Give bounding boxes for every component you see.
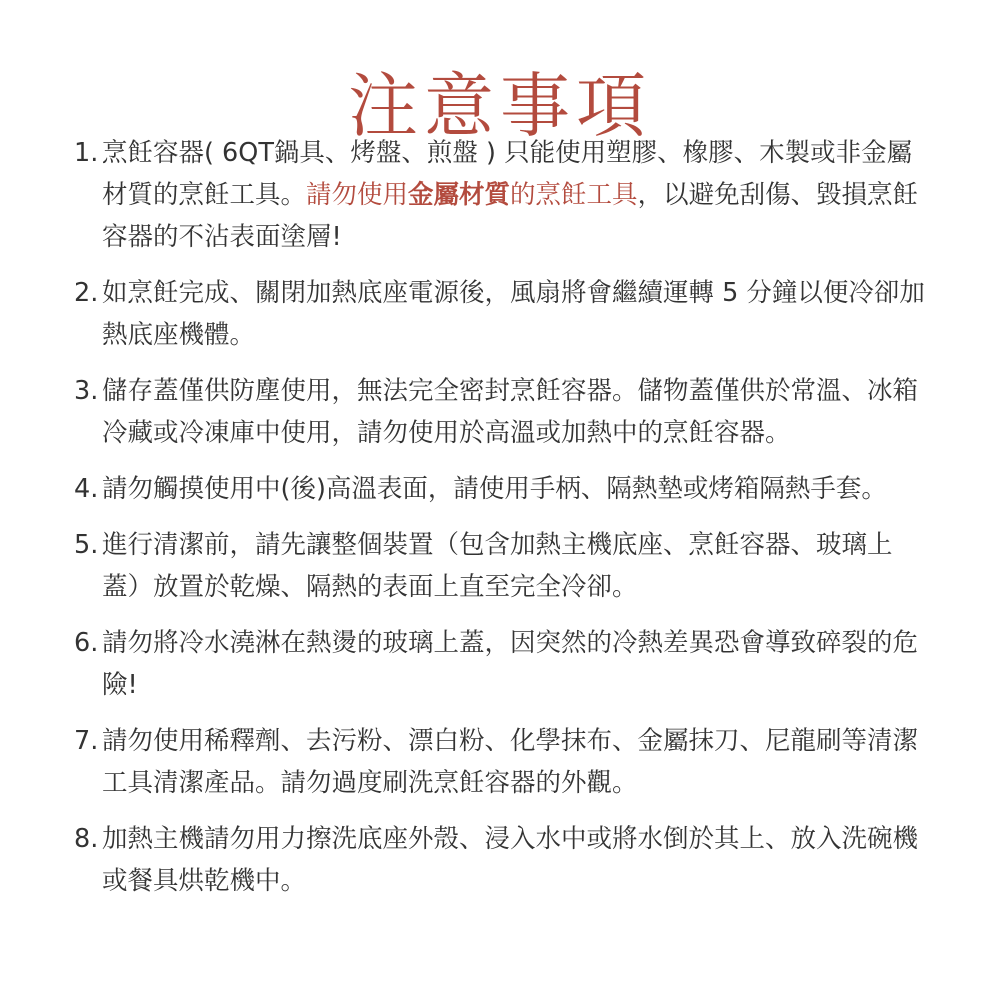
item-number: 1.	[74, 138, 99, 168]
list-item	[74, 720, 930, 804]
item-text-part: ，以避免刮傷、毀損烹飪容器的不沾表面塗層!	[102, 180, 919, 252]
list-item	[74, 468, 930, 510]
item-text: 儲存蓋僅供防塵使用，無法完全密封烹飪容器。儲物蓋僅供於常溫、冰箱冷藏或冷凍庫中使用，請勿使用於高溫或加熱中的烹飪容器。	[102, 376, 919, 448]
item-number: 3.	[74, 376, 99, 406]
item-text: 進行清潔前，請先讓整個裝置（包含加熱主機底座、烹飪容器、玻璃上蓋）放置於乾燥、隔熱的表面上直至完全冷卻。	[102, 530, 893, 602]
item-text	[102, 132, 930, 258]
warning-emphasis: 金屬材質	[408, 180, 511, 210]
item-text: 如烹飪完成、關閉加熱底座電源後，風扇將會繼續運轉 5 分鐘以便冷卻加熱底座機體。	[102, 278, 925, 350]
item-text: 請勿觸摸使用中(後)高溫表面，請使用手柄、隔熱墊或烤箱隔熱手套。	[102, 474, 887, 504]
list-item	[74, 132, 930, 258]
list-item	[74, 370, 930, 454]
list-item	[74, 818, 930, 902]
list-item	[74, 524, 930, 608]
warning-text: 請勿使用	[306, 180, 409, 210]
item-number: 6.	[74, 628, 99, 658]
item-text-part: 烹飪容器( 6QT鍋具、烤盤、煎盤 ) 只能使用塑膠、橡膠、木製或非金屬材質的烹飪工具。	[102, 138, 913, 210]
item-number: 4.	[74, 474, 99, 504]
item-number: 2.	[74, 278, 99, 308]
list-item	[74, 272, 930, 356]
item-number: 7.	[74, 726, 99, 756]
page-title: 注意事項	[348, 64, 652, 147]
list-item	[74, 622, 930, 706]
item-text: 加熱主機請勿用力擦洗底座外殼、浸入水中或將水倒於其上、放入洗碗機或餐具烘乾機中。	[102, 824, 919, 896]
item-number: 5.	[74, 530, 99, 560]
item-text: 請勿將冷水澆淋在熱燙的玻璃上蓋，因突然的冷熱差異恐會導致碎裂的危險!	[102, 628, 919, 700]
warning-text: 的烹飪工具	[510, 180, 638, 210]
notice-list	[74, 132, 930, 916]
item-text: 請勿使用稀釋劑、去污粉、漂白粉、化學抹布、金屬抹刀、尼龍刷等清潔工具清潔產品。請勿過度刷洗烹飪容器的外觀。	[102, 726, 919, 798]
item-number: 8.	[74, 824, 99, 854]
